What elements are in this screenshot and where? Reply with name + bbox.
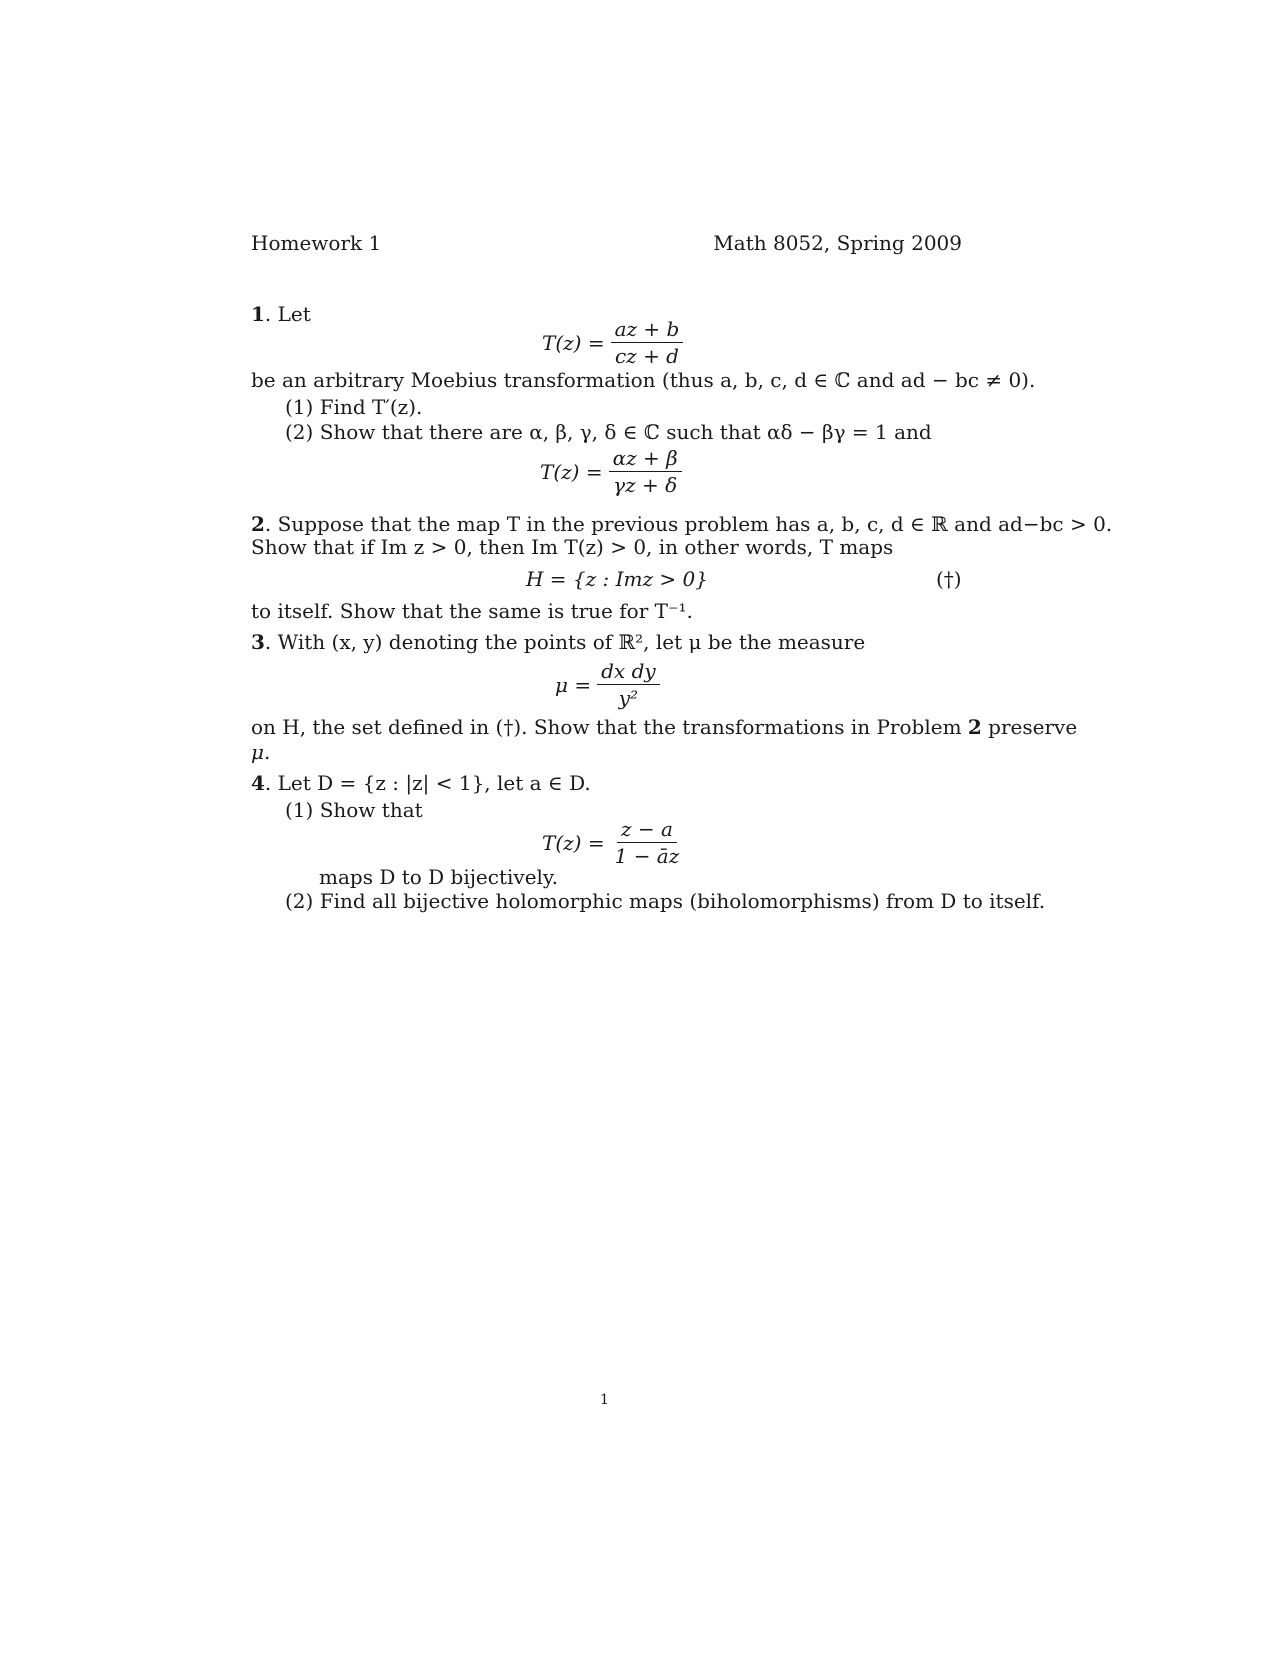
problem-3-line-2	[251, 715, 1077, 739]
header-left: Homework 1	[251, 231, 382, 255]
problem-1-equation	[542, 318, 683, 367]
problem-1-number: 1	[251, 302, 265, 326]
problem-2-equation: H = {z : Imz > 0}	[526, 567, 708, 591]
equation-tag: (†)	[936, 567, 962, 591]
problem-3-line-3: μ.	[251, 740, 271, 764]
eq1-denominator: cz + d	[614, 344, 679, 368]
problem-2-line-3: to itself. Show that the same is true for T⁻¹.	[251, 599, 693, 623]
problem-4-text-1: . Let D = {z : |z| < 1}, let a ∈ D.	[264, 771, 591, 795]
eq1-lhs: T(z) =	[542, 330, 605, 355]
problem-3-equation	[555, 660, 660, 709]
problem-1-line: be an arbitrary Moebius transformation (thus a, b, c, d ∈ ℂ and ad − bc ≠ 0).	[251, 368, 1036, 392]
problem-4-item-1-tail: maps D to D bijectively.	[319, 865, 558, 889]
problem-4-line-1	[251, 771, 591, 795]
eq4-lhs: T(z) =	[542, 830, 605, 855]
problem-4-equation	[542, 818, 683, 867]
problem-2-line-2: Show that if Im z > 0, then Im T(z) > 0, in other words, T maps	[251, 535, 894, 559]
problem-2-line-1	[251, 512, 1112, 536]
problem-3-text-1: . With (x, y) denoting the points of ℝ², let μ be the measure	[264, 630, 866, 654]
eq4-fraction	[611, 818, 684, 867]
eq3-fraction	[597, 660, 660, 709]
eq2-numerator: αz + β	[609, 447, 682, 472]
problem-3-ref: 2	[967, 715, 982, 739]
problem-2-number: 2	[251, 512, 265, 536]
problem-4-number: 4	[251, 771, 265, 795]
header-right: Math 8052, Spring 2009	[713, 231, 962, 255]
page-number: 1	[600, 1392, 609, 1408]
eq3-lhs: μ =	[555, 672, 592, 697]
problem-2-text-1: . Suppose that the map T in the previous problem has a, b, c, d ∈ ℝ and ad−bc > 0.	[264, 512, 1113, 536]
eq2-fraction	[609, 447, 682, 496]
problem-4-item-2: (2) Find all bijective holomorphic maps (biholomorphisms) from D to itself.	[285, 889, 1046, 913]
eq3-denominator: y²	[618, 686, 639, 710]
eq1-numerator: az + b	[611, 318, 684, 343]
eq1-fraction	[611, 318, 684, 367]
problem-3-number: 3	[251, 630, 265, 654]
problem-3-text-2c: preserve	[981, 715, 1078, 739]
eq3-numerator: dx dy	[597, 660, 660, 685]
problem-3-line-1	[251, 630, 865, 654]
eq2-denominator: γz + δ	[613, 473, 678, 497]
problem-1-equation-2	[540, 447, 682, 496]
problem-1-item-1: (1) Find T′(z).	[285, 395, 423, 419]
problem-4-item-1: (1) Show that	[285, 798, 423, 822]
problem-1-lead: . Let	[264, 302, 311, 326]
eq2-lhs: T(z) =	[540, 459, 603, 484]
problem-3-text-2a: on H, the set defined in (†). Show that the transformations in Problem	[251, 715, 968, 739]
eq4-numerator: z − a	[617, 818, 677, 843]
problem-1-item-2: (2) Show that there are α, β, γ, δ ∈ ℂ such that αδ − βγ = 1 and	[285, 420, 932, 444]
problem-1-intro	[251, 302, 311, 326]
eq4-denominator: 1 − āz	[614, 844, 680, 868]
